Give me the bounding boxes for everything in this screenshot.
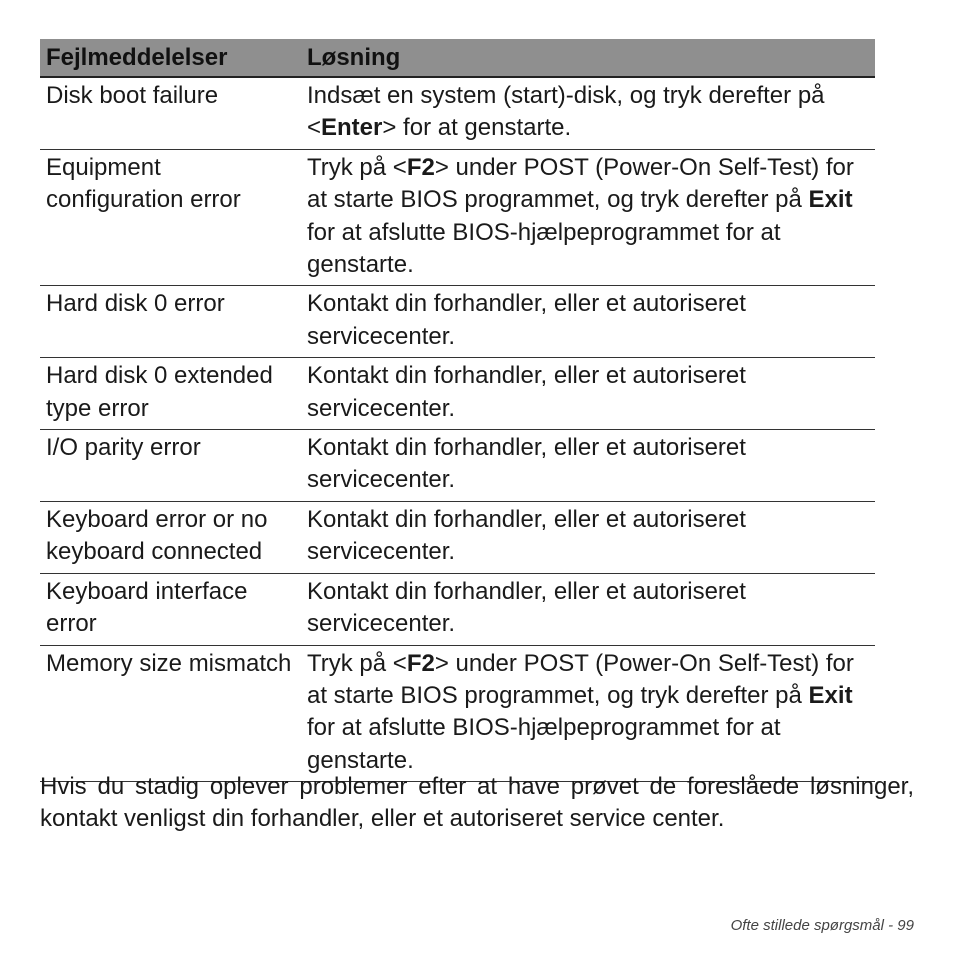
page-footer: Ofte stillede spørgsmål - 99 <box>730 917 914 934</box>
table-row <box>40 646 875 783</box>
solution-segment: Indsæt en system (start)-disk, og tryk derefter på < <box>307 82 825 142</box>
help-note: Hvis du stadig oplever problemer efter at have prøvet de foreslåede løsninger, kontakt venligst din forhandler, eller et autoriseret service center. <box>40 773 914 833</box>
solution-segment: Tryk på < <box>307 153 407 181</box>
error-message: I/O parity error <box>46 434 201 462</box>
solution-segment: > under POST (Power-On Self-Test) for at starte BIOS programmet, og tryk derefter på <box>307 153 854 214</box>
solution-segment: for at afslutte BIOS-hjælpeprogrammet for at genstarte. <box>307 714 781 774</box>
table-row <box>40 502 875 574</box>
error-message: Hard disk 0 error <box>46 290 225 318</box>
solution-segment: Tryk på < <box>307 649 407 677</box>
solution-segment: Kontakt din forhandler, eller et autoriseret servicecenter. <box>307 577 746 638</box>
error-table <box>40 39 875 782</box>
error-message: Memory size mismatch <box>46 649 292 677</box>
solution-segment: > under POST (Power-On Self-Test) for at starte BIOS programmet, og tryk derefter på <box>307 649 854 709</box>
key-name: Enter <box>321 114 383 142</box>
solution-text <box>302 574 875 645</box>
solution-segment: Kontakt din forhandler, eller et autoriseret servicecenter. <box>307 290 746 350</box>
solution-segment: Kontakt din forhandler, eller et autoriseret servicecenter. <box>307 505 746 566</box>
table-header <box>40 39 875 78</box>
solution-text <box>302 646 875 782</box>
table-row <box>40 150 875 287</box>
key-name: Exit <box>808 681 853 709</box>
solution-segment: Kontakt din forhandler, eller et autoriseret servicecenter. <box>307 362 746 422</box>
table-row <box>40 574 875 646</box>
error-message: Keyboard interface error <box>46 577 248 638</box>
header-solution: Løsning <box>307 43 401 71</box>
key-name: Exit <box>808 186 853 214</box>
error-message: Disk boot failure <box>46 82 219 109</box>
solution-segment: for at afslutte BIOS-hjælpeprogrammet for at genstarte. <box>307 218 781 279</box>
key-name: F2 <box>406 153 435 181</box>
error-message: Hard disk 0 extended type error <box>46 362 273 422</box>
solution-segment: Kontakt din forhandler, eller et autoriseret servicecenter. <box>307 434 746 494</box>
error-message: Equipment configuration error <box>46 153 241 214</box>
error-message: Keyboard error or no keyboard connected <box>46 505 268 566</box>
solution-text <box>302 78 875 149</box>
solution-text <box>302 286 875 357</box>
solution-text <box>302 358 875 429</box>
solution-text <box>302 502 875 573</box>
solution-text <box>302 430 875 501</box>
solution-text <box>302 150 875 286</box>
table-row <box>40 430 875 502</box>
key-name: F2 <box>406 649 435 677</box>
table-row <box>40 286 875 358</box>
table-row <box>40 358 875 430</box>
header-errors: Fejlmeddelelser <box>46 43 228 71</box>
table-row <box>40 78 875 150</box>
solution-segment: > for at genstarte. <box>382 114 572 142</box>
